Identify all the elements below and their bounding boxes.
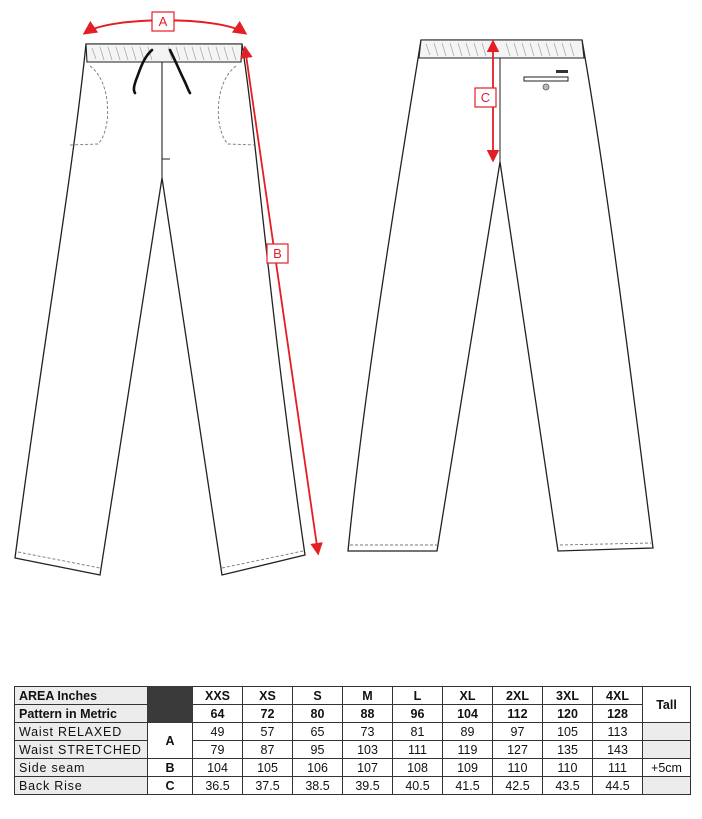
front-waistband (86, 44, 242, 62)
measure-code: B (148, 759, 193, 777)
back-rise-row (15, 777, 691, 795)
back-view (348, 40, 653, 551)
row-label: Back Rise (15, 777, 148, 795)
measure-value: 107 (343, 759, 393, 777)
tall-value (643, 777, 691, 795)
measure-value: 111 (393, 741, 443, 759)
measure-value: 44.5 (593, 777, 643, 795)
measure-value: 109 (443, 759, 493, 777)
callout-b-label: B (273, 246, 282, 261)
measure-value: 113 (593, 723, 643, 741)
size-header: M (343, 687, 393, 705)
area-label: AREA Inches (15, 687, 148, 705)
callout-c-label: C (480, 90, 491, 105)
measure-value: 41.5 (443, 777, 493, 795)
measure-value: 127 (493, 741, 543, 759)
size-header: XL (443, 687, 493, 705)
measure-value: 104 (193, 759, 243, 777)
measure-value: 36.5 (193, 777, 243, 795)
tall-header: Tall (643, 687, 691, 723)
size-header: XS (243, 687, 293, 705)
measure-value: 111 (593, 759, 643, 777)
measure-value: 95 (293, 741, 343, 759)
measure-value: 106 (293, 759, 343, 777)
side-seam-row (15, 759, 691, 777)
measure-value: 38.5 (293, 777, 343, 795)
front-pants-outline (15, 44, 305, 575)
metric-size: 64 (193, 705, 243, 723)
measure-value: 65 (293, 723, 343, 741)
size-header: 4XL (593, 687, 643, 705)
measure-value: 57 (243, 723, 293, 741)
callout-b (267, 244, 288, 263)
tall-value (643, 741, 691, 759)
row-label: Side seam (15, 759, 148, 777)
waist-relaxed-row (15, 723, 691, 741)
measure-value: 39.5 (343, 777, 393, 795)
measure-value: 105 (543, 723, 593, 741)
measure-value: 143 (593, 741, 643, 759)
metric-size: 80 (293, 705, 343, 723)
measure-value: 79 (193, 741, 243, 759)
measure-value: 135 (543, 741, 593, 759)
size-header: S (293, 687, 343, 705)
measure-value: 119 (443, 741, 493, 759)
measure-value: 87 (243, 741, 293, 759)
size-header: 3XL (543, 687, 593, 705)
measure-value: 49 (193, 723, 243, 741)
tall-value (643, 723, 691, 741)
pattern-label: Pattern in Metric (15, 705, 148, 723)
metric-size: 72 (243, 705, 293, 723)
measure-value: 42.5 (493, 777, 543, 795)
measure-value: 110 (493, 759, 543, 777)
measure-value: 105 (243, 759, 293, 777)
measure-value: 37.5 (243, 777, 293, 795)
measure-value: 40.5 (393, 777, 443, 795)
metric-size: 112 (493, 705, 543, 723)
size-chart-table (14, 686, 691, 795)
metric-row (15, 705, 691, 723)
measure-value: 81 (393, 723, 443, 741)
measure-value: 73 (343, 723, 393, 741)
metric-size: 96 (393, 705, 443, 723)
callout-a-label: A (158, 14, 168, 29)
measure-value: 43.5 (543, 777, 593, 795)
measure-value: 97 (493, 723, 543, 741)
front-view (15, 44, 305, 575)
measure-value: 108 (393, 759, 443, 777)
row-label: Waist RELAXED (15, 723, 148, 741)
metric-size: 88 (343, 705, 393, 723)
metric-size: 104 (443, 705, 493, 723)
code-header-cell (148, 687, 193, 723)
tall-value: +5cm (643, 759, 691, 777)
size-header: 2XL (493, 687, 543, 705)
size-header-row (15, 687, 691, 705)
measure-value: 110 (543, 759, 593, 777)
callout-c (475, 88, 496, 107)
metric-size: 120 (543, 705, 593, 723)
size-header: L (393, 687, 443, 705)
callout-a (152, 12, 174, 31)
measure-value: 89 (443, 723, 493, 741)
measure-code: A (148, 723, 193, 759)
size-header: XXS (193, 687, 243, 705)
row-label: Waist STRETCHED (15, 741, 148, 759)
measure-code: C (148, 777, 193, 795)
waist-stretched-row (15, 741, 691, 759)
measure-value: 103 (343, 741, 393, 759)
metric-size: 128 (593, 705, 643, 723)
